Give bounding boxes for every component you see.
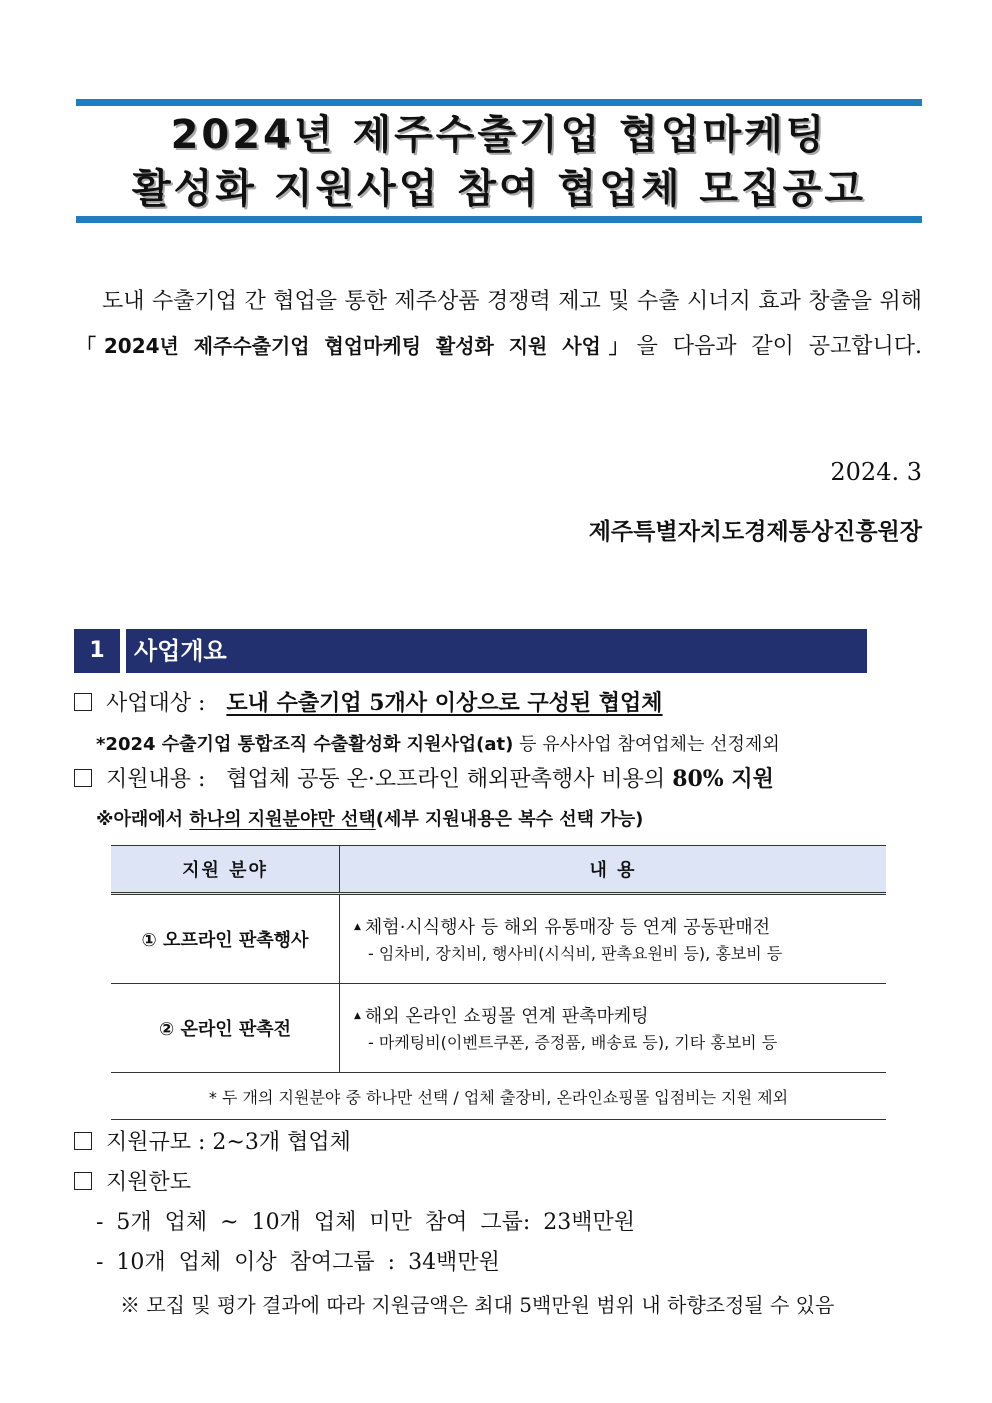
checkbox-icon xyxy=(74,1132,92,1150)
support-table xyxy=(111,845,886,1120)
intro-project-name: 「2024년 제주수출기업 협업마케팅 활성화 지원 사업」 xyxy=(76,334,637,358)
support-value-bold: 80% 지원 xyxy=(672,766,774,792)
title-bottom-bar xyxy=(76,216,922,223)
support-label: 지원내용 : xyxy=(106,767,206,792)
limit-line xyxy=(74,1168,191,1198)
support-note-suffix: (세부 지원내용은 복수 선택 가능) xyxy=(375,809,644,830)
support-line xyxy=(74,764,774,795)
limit-label: 지원한도 xyxy=(106,1170,192,1195)
table-header-area: 지원 분야 xyxy=(111,846,340,894)
table-cell-content xyxy=(340,894,887,984)
page-title-line2: 활성화 지원사업 참여 협업체 모집공고 xyxy=(132,166,866,212)
limit-item: - 5개 업체 ~ 10개 업체 미만 참여 그룹: 23백만원 xyxy=(96,1210,635,1235)
triangle-bullet-icon: ▲ xyxy=(354,1010,361,1021)
support-note xyxy=(96,805,643,835)
checkbox-icon xyxy=(74,693,92,711)
support-note-prefix: ※아래에서 xyxy=(96,809,184,830)
table-header-row xyxy=(111,846,886,894)
section-number: 1 xyxy=(74,629,120,673)
table-cell-sub: - 임차비, 장치비, 행사비(시식비, 판촉요원비 등), 홍보비 등 xyxy=(368,943,783,963)
checkbox-icon xyxy=(74,769,92,787)
target-note-bold: *2024 수출기업 통합조직 수출활성화 지원사업(at) xyxy=(96,734,514,755)
checkbox-icon xyxy=(74,1172,92,1190)
table-cell-area: ② 온라인 판촉전 xyxy=(111,984,340,1073)
scale-text: 지원규모 : 2~3개 협업체 xyxy=(106,1130,351,1155)
table-note: * 두 개의 지원분야 중 하나만 선택 / 업체 출장비, 온라인쇼핑몰 입점비는 지원 제외 xyxy=(111,1073,886,1120)
target-note xyxy=(96,730,780,760)
intro-text-part1: 도내 수출기업 간 협업을 통한 제주상품 경쟁력 제고 및 수출 시너지 효과 창출을 위해 xyxy=(102,289,922,314)
intro-paragraph xyxy=(76,280,922,369)
page-title-line1: 2024년 제주수출기업 협업마케팅 xyxy=(170,112,828,158)
table-cell-area: ① 오프라인 판촉행사 xyxy=(111,894,340,984)
announcement-date: 2024. 3 xyxy=(830,458,922,486)
intro-text-part2: 을 다음과 같이 공고합니다. xyxy=(636,334,922,359)
limit-item: - 10개 업체 이상 참여그룹 : 34백만원 xyxy=(96,1250,500,1275)
table-note-row xyxy=(111,1073,886,1120)
target-line xyxy=(74,688,663,719)
table-row xyxy=(111,894,886,984)
issuer-name: 제주특별자치도경제통상진흥원장 xyxy=(588,518,922,545)
table-header-content: 내 용 xyxy=(340,846,887,894)
title-top-bar xyxy=(76,99,922,106)
target-note-rest: 등 유사사업 참여업체는 선정제외 xyxy=(519,734,780,755)
support-value: 협업체 공동 온·오프라인 해외판촉행사 비용의 xyxy=(226,767,666,792)
table-cell-main: 체험·시식행사 등 해외 유통매장 등 연계 공동판매전 xyxy=(364,916,771,938)
scale-line xyxy=(74,1128,351,1158)
table-row xyxy=(111,984,886,1073)
support-note-underlined: 하나의 지원분야만 선택 xyxy=(189,809,376,830)
target-label: 사업대상 : xyxy=(106,691,206,716)
triangle-bullet-icon: ▲ xyxy=(354,921,361,932)
limit-note: ※ 모집 및 평가 결과에 따라 지원금액은 최대 5백만원 범위 내 하향조정될 수 있음 xyxy=(120,1293,835,1317)
table-cell-content xyxy=(340,984,887,1073)
table-cell-sub: - 마케팅비(이벤트쿠폰, 증정품, 배송료 등), 기타 홍보비 등 xyxy=(368,1032,778,1052)
section-title: 사업개요 xyxy=(126,629,867,673)
table-cell-main: 해외 온라인 쇼핑몰 연계 판촉마케팅 xyxy=(364,1005,649,1027)
target-value: 도내 수출기업 5개사 이상으로 구성된 협업체 xyxy=(226,690,663,716)
